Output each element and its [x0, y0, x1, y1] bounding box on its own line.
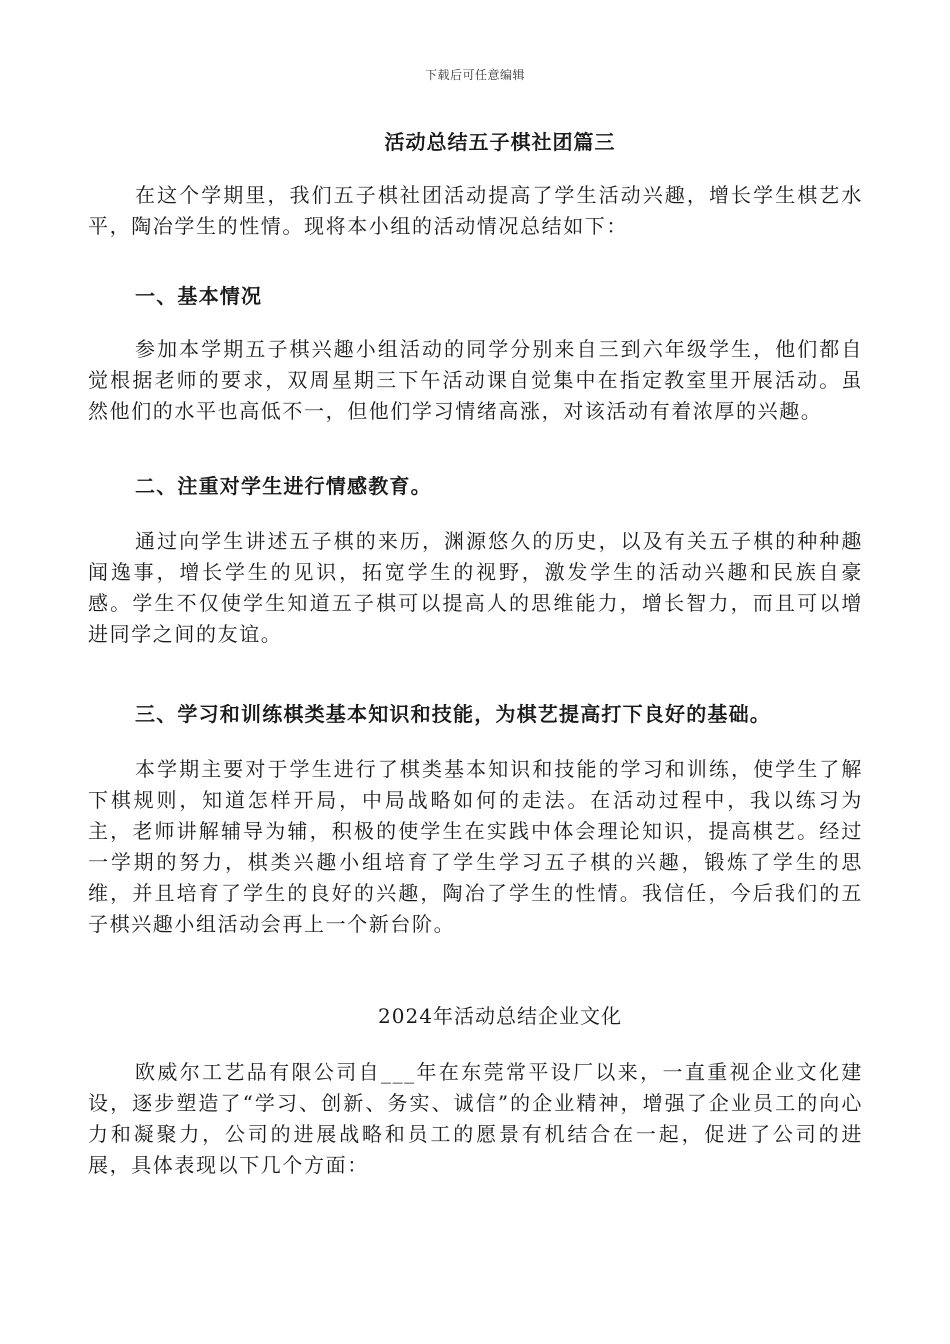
- paragraph-basic-situation: 参加本学期五子棋兴趣小组活动的同学分别来自三到六年级学生，他们都自觉根据老师的要求，双周星期三下午活动课自觉集中在指定教室里开展活动。虽然他们的水平也高低不一，但他们学习情绪高涨，对该活动有着浓厚的兴趣。: [88, 337, 863, 423]
- heading-emotional-education: 二、注重对学生进行情感教育。: [135, 474, 432, 498]
- section-title-1: 活动总结五子棋社团篇三: [384, 130, 616, 154]
- paragraph-corporate-culture: 欧威尔工艺品有限公司自___年在东莞常平设厂以来，一直重视企业文化建设，逐步塑造了“学习、创新、务实、诚信”的企业精神，增强了企业员工的向心力和凝聚力，公司的进展战略和员工的愿景有机结合在一起，促进了公司的进展，具体表现以下几个方面：: [88, 1060, 863, 1177]
- heading-basic-situation: 一、基本情况: [135, 284, 263, 308]
- paragraph-emotional-education: 通过向学生讲述五子棋的来历，渊源悠久的历史，以及有关五子棋的种种趣闻逸事，增长学生的见识，拓宽学生的视野，激发学生的活动兴趣和民族自豪感。学生不仅使学生知道五子棋可以提高人的思维能力，增长智力，而且可以增进同学之间的友谊。: [88, 529, 863, 646]
- section-title-2: 2024年活动总结企业文化: [378, 1004, 622, 1028]
- heading-skills-training: 三、学习和训练棋类基本知识和技能，为棋艺提高打下良好的基础。: [135, 702, 771, 726]
- intro-paragraph: 在这个学期里，我们五子棋社团活动提高了学生活动兴趣，增长学生棋艺水平，陶冶学生的性情。现将本小组的活动情况总结如下：: [88, 183, 863, 238]
- paragraph-skills-training: 本学期主要对于学生进行了棋类基本知识和技能的学习和训练，使学生了解下棋规则，知道怎样开局，中局战略如何的走法。在活动过程中，我以练习为主，老师讲解辅导为辅，积极的使学生在实践中体会理论知识，提高棋艺。经过一学期的努力，棋类兴趣小组培育了学生学习五子棋的兴趣，锻炼了学生的思维，并且培育了学生的良好的兴趣，陶冶了学生的性情。我信任，今后我们的五子棋兴趣小组活动会再上一个新台阶。: [88, 757, 863, 936]
- header-note: 下载后可任意编辑: [424, 68, 525, 82]
